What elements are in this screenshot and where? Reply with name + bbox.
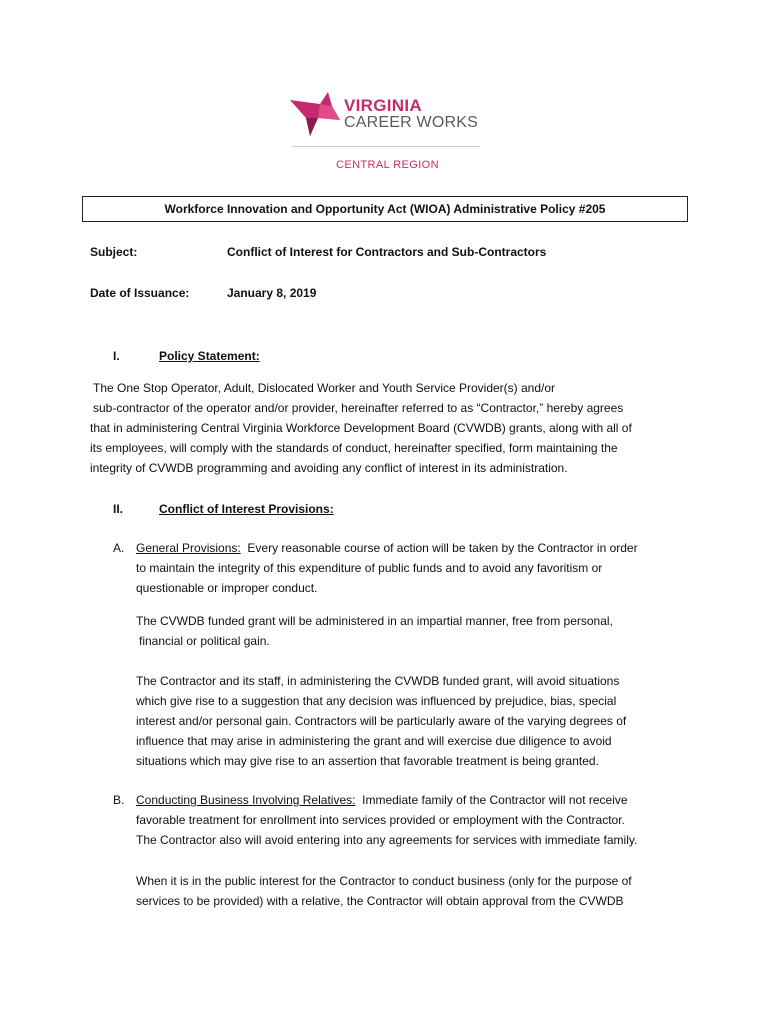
section1-numeral: I. [113, 349, 120, 363]
paragraph-line: services to be provided) with a relative, the Contractor will obtain approval from the CVWDB [136, 894, 624, 908]
section2-numeral: II. [113, 502, 124, 516]
contractor-staff-paragraph [136, 671, 696, 771]
logo-line2: CAREER WORKS [344, 114, 478, 131]
paragraph-line: The Contractor also will avoid entering into any agreements for services with immediate family. [136, 833, 638, 847]
subject-value: Conflict of Interest for Contractors and Sub-Contractors [227, 245, 547, 259]
paragraph-line: When it is in the public interest for the Contractor to conduct business (only for the purpose of [136, 874, 632, 888]
subject-label: Subject: [90, 245, 138, 259]
paragraph-line: which give rise to a suggestion that any decision was influenced by prejudice, bias, special [136, 694, 617, 708]
region-label: CENTRAL REGION [336, 159, 439, 171]
section1-heading: Policy Statement: [159, 349, 260, 363]
policy-statement-paragraph [90, 378, 690, 478]
item-a-letter: A. [113, 541, 125, 555]
paragraph-line: questionable or improper conduct. [136, 581, 318, 595]
paragraph-line: integrity of CVWDB programming and avoiding any conflict of interest in its administration. [90, 461, 568, 475]
paragraph-line: Every reasonable course of action will be taken by the Contractor in order [247, 541, 638, 555]
paragraph-line: to maintain the integrity of this expenditure of public funds and to avoid any favoritism or [136, 561, 603, 575]
paragraph-line: The CVWDB funded grant will be administered in an impartial manner, free from personal, [136, 614, 613, 628]
paragraph-line: that in administering Central Virginia Workforce Development Board (CVWDB) grants, along with all of [90, 421, 632, 435]
relatives-paragraph [136, 790, 696, 850]
paragraph-line: The One Stop Operator, Adult, Dislocated Worker and Youth Service Provider(s) and/or [93, 381, 556, 395]
paragraph-line: financial or political gain. [139, 634, 270, 648]
general-provisions-paragraph [136, 538, 696, 598]
item-b-letter: B. [113, 793, 125, 807]
date-label: Date of Issuance: [90, 286, 190, 300]
impartial-manner-paragraph [136, 611, 696, 651]
virginia-career-works-logo [288, 90, 488, 150]
paragraph-line: influence that may arise in administering the grant and will exercise due diligence to avoid [136, 734, 612, 748]
cardinal-bird-icon [288, 90, 344, 140]
logo-line1: VIRGINIA [344, 96, 422, 115]
logo-divider [292, 146, 480, 147]
paragraph-line: Immediate family of the Contractor will not receive [362, 793, 628, 807]
public-interest-paragraph [136, 871, 696, 911]
policy-title: Workforce Innovation and Opportunity Act (WIOA) Administrative Policy #205 [82, 196, 688, 222]
paragraph-line: sub-contractor of the operator and/or provider, hereinafter referred to as “Contractor,” hereby agrees [93, 401, 624, 415]
paragraph-line: interest and/or personal gain. Contractors will be particularly aware of the varying degrees of [136, 714, 627, 728]
paragraph-line: The Contractor and its staff, in administering the CVWDB funded grant, will avoid situations [136, 674, 620, 688]
paragraph-line: favorable treatment for enrollment into services provided or employment with the Contractor. [136, 813, 625, 827]
section2-heading: Conflict of Interest Provisions: [159, 502, 334, 516]
general-provisions-label: General Provisions: [136, 541, 241, 555]
date-value: January 8, 2019 [227, 286, 317, 300]
paragraph-line: its employees, will comply with the standards of conduct, hereinafter specified, form maintaining the [90, 441, 618, 455]
relatives-label: Conducting Business Involving Relatives: [136, 793, 356, 807]
paragraph-line: situations which may give rise to an assertion that favorable treatment is being granted. [136, 754, 599, 768]
